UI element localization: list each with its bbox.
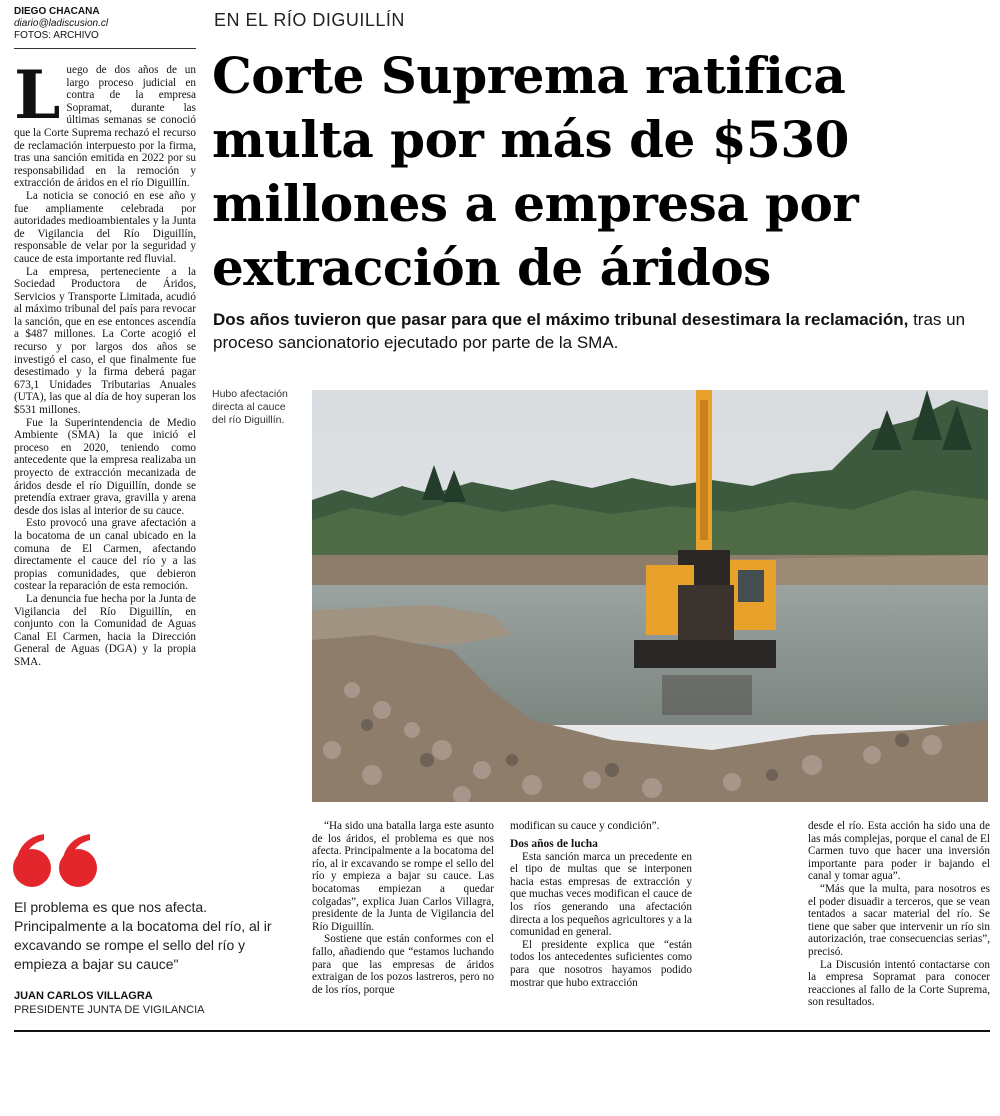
- paragraph: desde el río. Esta acción ha sido una de las más complejas, porque el canal de El Carmen tuvo que hacer una inversión importante para poder ir bajando el canal y tomar agua”.: [808, 820, 990, 883]
- quote-marks-icon: [12, 832, 102, 890]
- bottom-divider: [14, 1030, 990, 1032]
- body-column-2: [510, 820, 692, 989]
- paragraph: modifican su cauce y condición”.: [510, 820, 660, 832]
- deck-subheadline: [213, 308, 993, 354]
- excavator-river-photo: [312, 390, 988, 802]
- photo-caption: Hubo afectación directa al cauce del río Diguillín.: [212, 388, 288, 426]
- paragraph: “Ha sido una batalla larga este asunto de los áridos, el problema es que nos afecta. Principalmente a la bocatoma del río, al ir excavando se rompe el sello del río y empieza a bajar su cauce. Las bocatomas empiezan a quedar colgadas”, explica Juan Carlos Villagra, presidente de la Junta de Vigilancia del Río Diguillín.: [312, 820, 494, 933]
- subheading: Dos años de lucha: [510, 837, 598, 850]
- body-column-1: [312, 820, 494, 996]
- byline-photos: FOTOS: ARCHIVO: [14, 30, 99, 41]
- headline: Corte Suprema ratifica multa por más de $530 millones a empresa por extracción de áridos: [212, 46, 859, 297]
- paragraph: La denuncia fue hecha por la Junta de Vigilancia del Río Diguillín, en conjunto con la Comunidad de Aguas Canal El Carmen, hacia la Dirección General de Aguas (DGA) y la propia SMA.: [14, 592, 196, 668]
- pull-quote-author: JUAN CARLOS VILLAGRA: [14, 990, 153, 1002]
- body-column-3: [808, 820, 990, 1009]
- paragraph: El presidente explica que “están todos los antecedentes suficientes como para que nosotros hayamos podido mostrar que hubo extracción: [510, 938, 692, 989]
- lead-paragraph: [14, 56, 196, 190]
- paragraph: “Más que la multa, para nosotros es el poder disuadir a terceros, que se vean tentados a sacar material del río. Se tiene que saber que intervenir un río sin autorización, trae consecuencias serias”, precisó.: [808, 882, 990, 958]
- paragraph: La empresa, perteneciente a la Sociedad Productora de Áridos, Servicios y Transporte Limitada, acudió al máximo tribunal del país para revocar la sanción, que en ese entonces ascendía a $487 millones. La Corte acogió el recurso y por largos dos años se investigó el caso, el que finalmente fue desestimado y la firma deberá pagar 673,1 Unidades Tributarias Anuales (UTA), las que al día de hoy superan los $531 millones.: [14, 265, 196, 417]
- paragraph: Esta sanción marca un precedente en el tipo de multas que se interponen hacia estas empresas de extracción y que muchas veces modifican el cauce de los ríos generando una afectación directa a los pequeños agricultores y a la comunidad en general.: [510, 850, 692, 939]
- lead-paragraph-text: uego de dos años de un largo proceso judicial en contra de la empresa Sopramat, durante las últimas semanas se conoció que la Corte Suprema rechazó el recurso de reclamación interpuesto por la firma, tras una sanción emitida en 2022 por su responsabilidad en la remoción y extracción de áridos en el río Diguillín.: [14, 64, 196, 190]
- byline: [14, 6, 196, 42]
- deck-bold: Dos años tuvieron que pasar para que el máximo tribunal desestimara la reclamación,: [213, 310, 909, 329]
- deck-regular: tras un proceso sancionatorio ejecutado por parte de la SMA.: [213, 310, 966, 352]
- drop-cap: L: [14, 56, 61, 134]
- paragraph: Fue la Superintendencia de Medio Ambiente (SMA) la que inició el proceso en 2020, teniendo como antecedente que la empresa realizaba un proyecto de extracción mecanizada de áridos desde el río Diguillín, donde se pretendía extraer grava, gravilla y arena desde dos islas al interior de su cauce.: [14, 416, 196, 517]
- left-text-column: [14, 56, 196, 669]
- paragraph: La noticia se conoció en ese año y fue ampliamente celebrada por autoridades medioambientales y la Junta de Vigilancia del Río Diguillín, responsable de velar por la seguridad y cauce de esta importante red fluvial.: [14, 189, 196, 265]
- paragraph: Esto provocó una grave afectación a la bocatoma de un canal ubicado en la comuna de El Carmen, afectando directamente el cauce del río y a las propias comunidades, que debieron costear la reparación de esta remoción.: [14, 517, 196, 593]
- paragraph: La Discusión intentó contactarse con la empresa Sopramat para conocer reacciones al fallo de la Corte Suprema, son resultados.: [808, 958, 990, 1009]
- pull-quote-role: PRESIDENTE JUNTA DE VIGILANCIA: [14, 1004, 205, 1016]
- byline-author: DIEGO CHACANA: [14, 6, 100, 17]
- paragraph: Sostiene que están conformes con el fallo, añadiendo que “estamos luchando para que las empresas de áridos extraigan de los pozos lastreros, pero no de los ríos, porque: [312, 933, 494, 996]
- byline-divider: [14, 48, 196, 49]
- byline-email[interactable]: diario@ladiscusion.cl: [14, 18, 109, 29]
- photo-illustration: [312, 390, 988, 802]
- section-kicker: EN EL RÍO DIGUILLÍN: [214, 10, 405, 30]
- pull-quote-text: El problema es que nos afecta. Principalmente a la bocatoma del río, al ir excavando se rompe el sello del río y empieza a bajar su cauce": [14, 899, 272, 972]
